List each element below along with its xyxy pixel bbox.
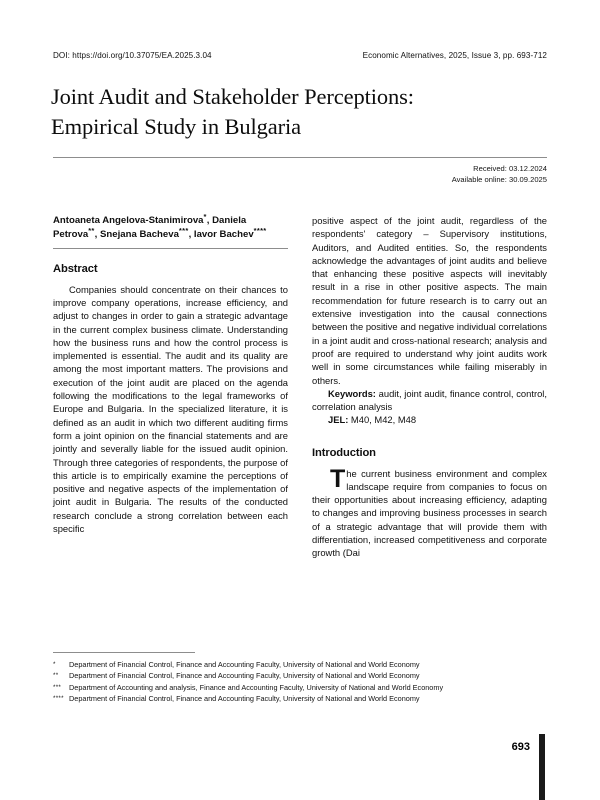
title-divider xyxy=(53,157,547,158)
footnote-item xyxy=(53,671,547,682)
author-separator-2: , xyxy=(94,228,98,240)
column-left xyxy=(53,211,288,535)
available-online-date: Available online: 30.09.2025 xyxy=(451,175,547,184)
body-columns xyxy=(53,211,547,644)
footnote-mark: **** xyxy=(53,695,64,703)
jel-value: M40, M42, M48 xyxy=(348,414,417,426)
footnote-item xyxy=(53,683,547,694)
introduction-paragraph xyxy=(312,464,547,560)
submission-dates xyxy=(452,163,547,185)
author-name-3: Snejana Bacheva xyxy=(99,228,179,240)
page-title xyxy=(51,82,551,141)
footnote-item xyxy=(53,694,547,705)
abstract-paragraph-part-2: positive aspect of the joint audit, regardless of the respondents' category – Supervisory institutions, Auditors, and Audited entities. So, the respondents acknowledge the advantages of joint audits and believe that enhancing these positive aspects will inevitably result in a rise in other positive aspects. The main recommendation for future research is to carry out an extensive investigation into the causal connections between the positive and negative individual correlations in a joint audit and cross-national research; analysis and proof are required to understand why joint audits work well in some circumstances while failing miserably in others. xyxy=(312,215,547,386)
footnote-text: Department of Financial Control, Finance and Accounting Faculty, University of National and World Economy xyxy=(69,660,420,669)
footnote-divider xyxy=(53,652,195,653)
footnote-mark: * xyxy=(53,661,56,668)
author-list xyxy=(53,211,288,242)
author-mark-1: * xyxy=(203,211,207,221)
footnote-text: Department of Financial Control, Finance and Accounting Faculty, University of National and World Economy xyxy=(69,694,420,704)
footnote-item xyxy=(53,660,547,671)
running-head xyxy=(53,51,547,60)
page-title-line-1: Joint Audit and Stakeholder Perceptions: xyxy=(51,84,414,109)
jel-line xyxy=(312,413,547,426)
received-date: Received: 03.12.2024 xyxy=(473,164,547,173)
keywords-label: Keywords: xyxy=(328,387,376,399)
footnotes-block xyxy=(53,652,547,706)
author-divider xyxy=(53,248,288,249)
author-name-4: Iavor Bachev xyxy=(193,228,254,240)
page-title-line-2: Empirical Study in Bulgaria xyxy=(51,113,302,139)
author-name-2: Daniela Petrova xyxy=(53,215,247,240)
author-mark-3: *** xyxy=(178,225,189,235)
abstract-paragraph-part-1: Companies should concentrate on their chances to improve company operations, increase efficiency, and adjust to changes in order to gain a strategic advantage in the current complex business climate. Understanding how the business runs and how the control process is implemented is essential. The audit and its quality are among the most important matters. The provisions and execution of the joint audit are placed on the agenda following the modifications to the legal frameworks of Europe and Bulgaria. In the specialized literature, it is defined as an audit in which two different auditing firms form a joint opinion on the financial statements and are jointly and severally liable for the issued audit opinion. Through three categories of respondents, the purpose of this article is to empirically examine the perceptions of positive and negative aspects of the implementation of joint audit in Bulgaria. The results of the conducted research conclude a strong correlation between each specific xyxy=(53,283,288,534)
author-mark-4: **** xyxy=(253,225,267,235)
author-separator-1: , xyxy=(206,215,210,226)
footnote-mark: ** xyxy=(53,672,59,680)
page-edge-marker xyxy=(539,734,545,800)
keywords-value: audit, joint audit, finance control, control, correlation analysis xyxy=(312,387,547,413)
abstract-heading: Abstract xyxy=(53,262,98,275)
introduction-paragraph-text: he current business environment and complex landscape require from companies to focus on their opportunities about increasing efficiency, adapting to changes and improving business processes in search of a strategic advantage that will provide them with differentiation, increased competitiveness and corporate growth (Dai xyxy=(312,467,547,559)
author-name-1: Antoaneta Angelova-Stanimirova xyxy=(53,215,204,226)
doi-text: DOI: https://doi.org/10.37075/EA.2025.3.04 xyxy=(53,51,212,60)
introduction-heading: Introduction xyxy=(312,446,376,459)
column-right xyxy=(312,214,547,560)
drop-cap: T xyxy=(330,464,346,493)
author-separator-3: , xyxy=(188,228,192,240)
page-number: 693 xyxy=(511,741,530,753)
journal-citation-text: Economic Alternatives, 2025, Issue 3, pp. 693-712 xyxy=(362,51,547,60)
footnote-mark: *** xyxy=(53,683,62,691)
jel-label: JEL: xyxy=(328,414,349,426)
footnote-text: Department of Accounting and analysis, Finance and Accounting Faculty, University of National and World Economy xyxy=(69,682,444,692)
author-mark-2: ** xyxy=(88,225,95,235)
footnote-text: Department of Financial Control, Finance and Accounting Faculty, University of National and World Economy xyxy=(69,671,420,681)
keywords-line xyxy=(312,387,547,414)
